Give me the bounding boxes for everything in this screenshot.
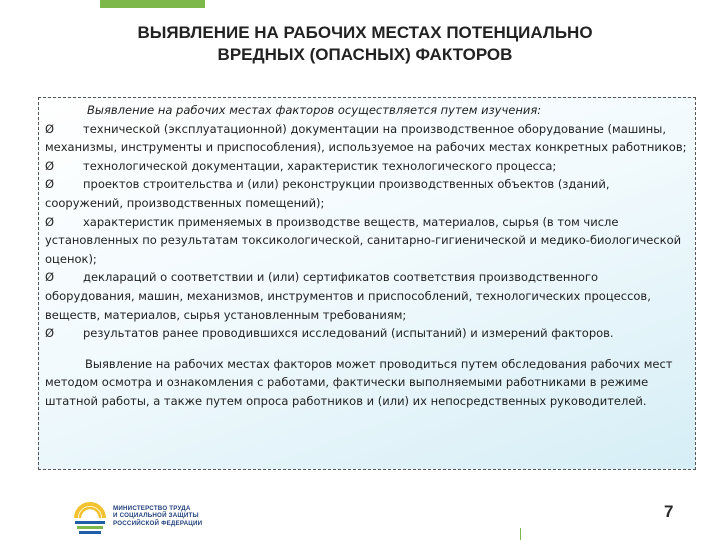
- list-item: [45, 157, 689, 176]
- arrow-bullet-icon: Ø: [45, 214, 55, 229]
- list-item: [45, 268, 689, 324]
- list-item-text: результатов ранее проводившихся исследований (испытаний) и измерений факторов.: [83, 326, 614, 341]
- arrow-bullet-icon: Ø: [45, 121, 55, 136]
- list-item-text: характеристик применяемых в производстве веществ, материалов, сырья (в том числе установленных по результатам токсикологической, санитарно-гигиенической и медико-биологической оценок);: [45, 214, 682, 266]
- arrow-bullet-icon: Ø: [45, 177, 55, 192]
- list-item-text: деклараций о соответствии и (или) сертификатов соответствия производственного оборудования, машин, механизмов, инструментов и приспособлений, технологических процессов, веществ, материалов, сырья установленным требованиям;: [45, 270, 651, 322]
- list-item: [45, 213, 689, 269]
- content-box: [38, 97, 696, 470]
- list-item-text: технологической документации, характеристик технологического процесса;: [83, 158, 557, 173]
- list-item: [45, 324, 689, 343]
- arrow-bullet-icon: Ø: [45, 270, 55, 285]
- decorative-line: [520, 528, 521, 540]
- arrow-bullet-icon: Ø: [45, 326, 55, 341]
- list-item: [45, 175, 689, 212]
- page-title-line-1: ВЫЯВЛЕНИЕ НА РАБОЧИХ МЕСТАХ ПОТЕНЦИАЛЬНО: [137, 23, 593, 42]
- second-paragraph: Выявление на рабочих местах факторов может проводиться путем обследования рабочих мест методом осмотра и ознакомления с работами, фактически выполняемыми работниками в режиме штатной работы, а также путем опроса работников и (или) их непосредственных руководителей.: [45, 356, 673, 408]
- list-item-text: проектов строительства и (или) реконструкции производственных объектов (зданий, сооружений, производственных помещений);: [45, 177, 610, 210]
- page-number: 7: [664, 502, 674, 521]
- arrow-bullet-icon: Ø: [45, 158, 55, 173]
- ministry-logo-icon: [72, 496, 108, 536]
- list-item-text: технической (эксплуатационной) документации на производственное оборудование (машины, механизмы, инструменты и приспособления), используемое на рабочих местах конкретных работников;: [45, 121, 687, 155]
- top-accent-bar: [100, 0, 205, 8]
- page-title-line-2: ВРЕДНЫХ (ОПАСНЫХ) ФАКТОРОВ: [217, 45, 513, 64]
- intro-text: Выявление на рабочих местах факторов осуществляется путем изучения:: [87, 103, 542, 117]
- ministry-name: МИНИСТЕРСТВО ТРУДА И СОЦИАЛЬНОЙ ЗАЩИТЫ РОССИЙСКОЙ ФЕДЕРАЦИИ: [113, 505, 203, 527]
- page-title: [40, 22, 690, 66]
- list-item: [45, 120, 689, 157]
